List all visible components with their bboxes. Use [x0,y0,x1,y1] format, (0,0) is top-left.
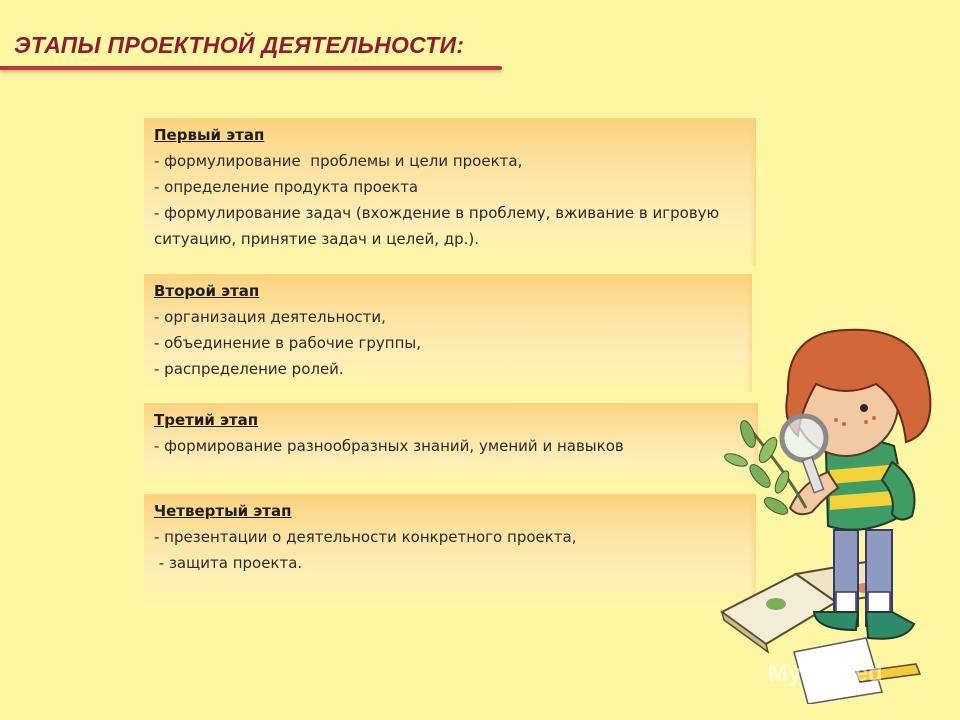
stage-2-heading: Второй этап [154,282,260,300]
stage-2-line-2: - объединение в рабочие группы, [154,334,422,352]
stage-2-line-3: - распределение ролей. [154,360,344,378]
stage-2-line-1: - организация деятельности, [154,308,386,326]
stage-1-line-1: - формулирование проблемы и цели проекта, [154,152,523,170]
stage-1-line-2: - определение продукта проекта [154,178,419,196]
title-underline [0,66,502,70]
stage-3-heading: Третий этап [154,411,259,429]
stage-1-line-3: - формулирование задач (вхождение в проблему, вживание в игровую ситуацию, принятие задач и целей, др.). [154,204,720,248]
stage-4-box [144,494,756,606]
stage-3-line-1: - формирование разнообразных знаний, умений и навыков [154,437,624,455]
stage-1-box [144,118,756,266]
stage-4-line-2: - защита проекта. [154,554,303,572]
stage-3-box [144,403,758,485]
stage-1-heading: Первый этап [154,126,265,144]
watermark-text: MyShared [768,660,883,687]
stage-2-box [144,274,752,392]
stage-4-line-1: - презентации о деятельности конкретного проекта, [154,528,577,546]
slide-title: ЭТАПЫ ПРОЕКТНОЙ ДЕЯТЕЛЬНОСТИ: [14,32,465,58]
child-with-magnifier-illustration [716,312,948,704]
stage-4-heading: Четвертый этап [154,502,292,520]
